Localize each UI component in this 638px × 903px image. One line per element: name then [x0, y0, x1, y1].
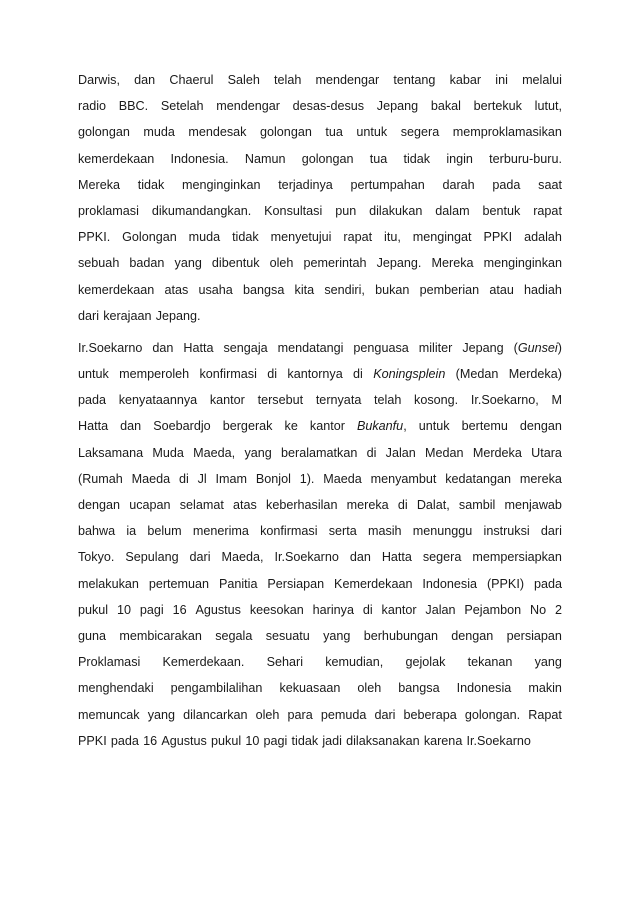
word: oleh: [255, 707, 280, 722]
word: bergerak: [222, 419, 273, 434]
word: itu,: [384, 230, 401, 245]
word: memproklamasikan: [452, 125, 562, 140]
word: bertekuk: [473, 99, 522, 114]
word: kemerdekaan: [78, 282, 155, 297]
word: pemberian: [419, 282, 480, 297]
word: instruksi: [483, 524, 530, 539]
word: (Rumah: [78, 471, 123, 486]
word: (Medan: [455, 367, 499, 382]
text-line: [78, 250, 562, 276]
word: yang: [147, 707, 175, 722]
word: Ir.Soekarno: [78, 340, 143, 355]
word: Indonesia: [456, 681, 512, 696]
word: pada: [78, 393, 107, 408]
word: konfirmasi: [199, 367, 257, 382]
document-page: [78, 67, 562, 754]
document-body: [78, 67, 562, 754]
word: Agustus: [195, 602, 241, 617]
text-line: [78, 702, 562, 728]
word: mendatangi: [277, 340, 344, 355]
word: bangsa: [398, 681, 440, 696]
word: serta: [328, 524, 357, 539]
word: yang: [323, 628, 351, 643]
word: Agustus: [161, 733, 207, 748]
word: Jepang.: [376, 256, 422, 271]
word: 10: [245, 733, 260, 748]
word: rapat: [533, 203, 562, 218]
word: menginginkan: [483, 256, 562, 271]
word: Rapat: [528, 707, 562, 722]
word: Indonesia.: [170, 151, 229, 166]
word: segala: [215, 628, 253, 643]
text-line: [78, 277, 562, 303]
word: kantor: [209, 393, 245, 408]
word: pukul: [78, 602, 109, 617]
word: bukan: [375, 282, 410, 297]
word: militer: [418, 340, 453, 355]
text-line: [78, 544, 562, 570]
word: pertemuan: [148, 576, 210, 591]
word: M: [551, 393, 562, 408]
word: Golongan: [122, 230, 177, 245]
word: ini: [495, 73, 508, 87]
word: mendengar: [315, 73, 380, 87]
text-line: [78, 119, 562, 145]
word: sambil: [458, 498, 496, 512]
word: kekuasaan: [279, 681, 341, 696]
word: pemuda: [320, 707, 367, 722]
word: Hatta: [78, 419, 109, 434]
word: pagi: [139, 602, 164, 617]
word: karena: [423, 733, 463, 748]
word: selamat: [179, 498, 224, 512]
word: Soebardjo: [153, 419, 211, 434]
word: golongan: [78, 125, 130, 140]
text-line: [78, 440, 562, 466]
word: dari: [78, 308, 99, 323]
word: tidak: [137, 177, 165, 192]
word: Bukanfu,: [356, 419, 407, 434]
word: menerima: [192, 524, 249, 539]
word: terburu-buru.: [489, 151, 562, 166]
word: oleh: [357, 681, 382, 696]
word: yang: [244, 445, 272, 460]
text-line: [78, 466, 562, 492]
word: sesuatu: [265, 628, 310, 643]
word: PPKI.: [78, 230, 111, 245]
text-line: [78, 571, 562, 597]
word: (PPKI): [486, 576, 525, 591]
text-line: [78, 303, 562, 329]
word: tentang: [393, 73, 436, 87]
word: golongan: [301, 151, 354, 166]
word: pengambilalihan: [170, 681, 263, 696]
word: dengan: [519, 419, 562, 434]
word: Ir.Soekarno,: [470, 393, 539, 408]
word: atau: [489, 282, 514, 297]
word: PPKI: [78, 733, 107, 748]
word: makin: [528, 681, 562, 696]
word: atas: [233, 498, 257, 512]
word: Setelah: [160, 99, 204, 114]
text-line: [78, 93, 562, 119]
word: pertumpahan: [350, 177, 425, 192]
word: bentuk: [482, 203, 521, 218]
word: Saleh: [227, 73, 260, 87]
word: Jepang: [376, 99, 419, 114]
word: kabar: [449, 73, 482, 87]
word: muda: [143, 125, 175, 140]
word: Panitia: [218, 576, 258, 591]
word: Kemerdekaan: [334, 576, 413, 591]
word: dikumandangkan.: [151, 203, 252, 218]
word: gejolak: [405, 655, 446, 670]
word: memuncak: [78, 707, 140, 722]
word: Jl: [197, 471, 207, 486]
word: kerajaan: [103, 308, 152, 323]
word: Persiapan: [267, 576, 325, 591]
word: mengingat: [412, 230, 472, 245]
word: Jalan: [385, 445, 416, 460]
word: atas: [164, 282, 189, 297]
word: dilakukan: [369, 203, 423, 218]
word: masih: [367, 524, 402, 539]
word: dibentuk: [211, 256, 260, 271]
text-line: [78, 675, 562, 701]
word: menyetujui: [270, 230, 332, 245]
word: Merdeka): [508, 367, 562, 382]
word: para: [287, 707, 313, 722]
word: ternyata: [315, 393, 362, 408]
word: persiapan: [506, 628, 562, 643]
word: guna: [78, 628, 107, 643]
word: Maeda,: [221, 550, 264, 565]
word: menunggu: [412, 524, 473, 539]
word: di: [366, 445, 377, 460]
word: kemudian,: [325, 655, 384, 670]
word: ke: [284, 419, 298, 434]
word: keberhasilan: [266, 498, 338, 512]
word: pada: [110, 733, 139, 748]
word: konfirmasi: [260, 524, 318, 539]
word: Bonjol: [255, 471, 291, 486]
word: hadiah: [524, 282, 562, 297]
word: kantornya: [287, 367, 343, 382]
word: beberapa: [403, 707, 457, 722]
word: BBC.: [118, 99, 149, 114]
word: menyambut: [370, 471, 437, 486]
text-line: [78, 146, 562, 172]
word: dilancarkan: [183, 707, 248, 722]
word: Utara: [531, 445, 562, 460]
word: Konsultasi: [264, 203, 323, 218]
word: dari: [189, 550, 211, 565]
word: golongan: [260, 125, 312, 140]
word: Laksamana: [78, 445, 144, 460]
word: dari: [374, 707, 396, 722]
word: Hatta: [183, 340, 214, 355]
word: Namun: [244, 151, 286, 166]
word: di: [267, 367, 278, 382]
text-line: [78, 335, 562, 361]
text-line: [78, 198, 562, 224]
word: Jepang: [462, 340, 504, 355]
word: Pejambon: [464, 602, 522, 617]
word: ucapan: [129, 498, 171, 512]
word: badan: [129, 256, 165, 271]
word: kedatangan: [445, 471, 512, 486]
word: berhubungan: [363, 628, 438, 643]
word: pemerintah: [303, 256, 367, 271]
word: menghendaki: [78, 681, 154, 696]
word: di: [353, 367, 363, 382]
word: penguasa: [353, 340, 409, 355]
word: sebuah: [78, 256, 120, 271]
word: Darwis,: [78, 73, 120, 87]
word: kenyataannya: [118, 393, 198, 408]
text-line: [78, 172, 562, 198]
word: kemerdekaan: [78, 151, 155, 166]
word: pada: [492, 177, 521, 192]
word: menjawab: [504, 498, 562, 512]
word: sengaja: [223, 340, 268, 355]
word: dalam: [435, 203, 470, 218]
word: (Gunsei): [513, 340, 562, 355]
word: 10: [116, 602, 131, 617]
word: dengan: [451, 628, 494, 643]
word: Jepang.: [155, 308, 201, 323]
word: usaha: [198, 282, 233, 297]
word: kantor: [309, 419, 345, 434]
word: Jalan: [425, 602, 456, 617]
word: tekanan: [467, 655, 513, 670]
word: mendengar: [216, 99, 280, 114]
word: Kemerdekaan.: [162, 655, 245, 670]
word: Merdeka: [472, 445, 522, 460]
word: Dalat,: [416, 498, 450, 512]
word: tidak: [403, 151, 431, 166]
word: saat: [538, 177, 562, 192]
word: segera: [422, 550, 462, 565]
word: belum: [147, 524, 182, 539]
word: Indonesia: [422, 576, 478, 591]
word: pagi: [263, 733, 288, 748]
word: tidak: [232, 230, 259, 245]
word: Koningsplein: [373, 367, 446, 382]
paragraph: [78, 335, 562, 754]
word: telah: [274, 73, 302, 87]
word: melakukan: [78, 576, 139, 591]
word: Muda: [152, 445, 184, 460]
word: darah: [442, 177, 475, 192]
word: tua: [325, 125, 343, 140]
word: tua: [369, 151, 388, 166]
word: membicarakan: [119, 628, 202, 643]
word: mereka: [346, 498, 389, 512]
word: keesokan: [249, 602, 304, 617]
word: Mereka: [431, 256, 474, 271]
word: dan: [152, 340, 174, 355]
word: di: [178, 471, 189, 486]
word: kantor: [381, 602, 417, 617]
word: mempersiapkan: [472, 550, 562, 565]
word: PPKI: [483, 230, 513, 245]
word: untuk: [78, 367, 109, 382]
word: bangsa: [243, 282, 285, 297]
word: Sehari: [266, 655, 303, 670]
word: dilaksanakan: [346, 733, 420, 748]
word: golongan.: [464, 707, 521, 722]
text-line: [78, 518, 562, 544]
word: sendiri,: [324, 282, 365, 297]
text-line: [78, 224, 562, 250]
word: Maeda: [323, 471, 362, 486]
word: tidak: [291, 733, 319, 748]
word: mereka: [519, 471, 562, 486]
text-line: [78, 623, 562, 649]
word: pada: [533, 576, 562, 591]
text-line: [78, 728, 562, 754]
word: adalah: [524, 230, 562, 245]
word: 16: [172, 602, 187, 617]
word: lutut,: [534, 99, 562, 114]
text-line: [78, 413, 562, 439]
word: yang: [534, 655, 562, 670]
word: 16: [143, 733, 158, 748]
word: dan: [349, 550, 371, 565]
word: untuk: [418, 419, 450, 434]
word: dari: [540, 524, 562, 539]
text-line: [78, 492, 562, 518]
word: Imam: [215, 471, 248, 486]
word: pukul: [211, 733, 242, 748]
word: bahwa: [78, 524, 116, 539]
paragraph: [78, 67, 562, 329]
word: dan: [120, 419, 142, 434]
word: Chaerul: [169, 73, 214, 87]
word: Mereka: [78, 177, 120, 192]
word: muda: [188, 230, 221, 245]
word: 1).: [299, 471, 315, 486]
word: tersebut: [257, 393, 304, 408]
word: radio: [78, 99, 107, 114]
word: mendesak: [188, 125, 247, 140]
word: Maeda,: [193, 445, 236, 460]
word: pun: [335, 203, 357, 218]
word: terjadinya: [278, 177, 333, 192]
text-line: [78, 649, 562, 675]
word: proklamasi: [78, 203, 139, 218]
word: bertemu: [461, 419, 508, 434]
word: telah: [374, 393, 402, 408]
word: Tokyo.: [78, 550, 115, 565]
word: Proklamasi: [78, 655, 141, 670]
text-line: [78, 361, 562, 387]
word: No: [529, 602, 547, 617]
text-line: [78, 67, 562, 93]
word: beralamatkan: [281, 445, 358, 460]
word: Medan: [425, 445, 464, 460]
word: harinya: [312, 602, 354, 617]
word: di: [397, 498, 408, 512]
word: di: [362, 602, 373, 617]
word: Maeda: [131, 471, 171, 486]
text-line: [78, 387, 562, 413]
word: memperoleh: [119, 367, 190, 382]
word: dan: [134, 73, 156, 87]
word: rapat: [343, 230, 373, 245]
word: jadi: [322, 733, 342, 748]
word: 2: [554, 602, 562, 617]
word: kosong.: [414, 393, 459, 408]
word: oleh: [269, 256, 294, 271]
word: kita: [294, 282, 315, 297]
word: dengan: [78, 498, 121, 512]
word: yang: [174, 256, 202, 271]
word: segera: [400, 125, 440, 140]
word: Ir.Soekarno: [274, 550, 339, 565]
word: untuk: [356, 125, 388, 140]
text-line: [78, 597, 562, 623]
word: ingin: [446, 151, 473, 166]
word: desas-desus: [292, 99, 365, 114]
word: Sepulang: [125, 550, 179, 565]
word: bakal: [430, 99, 461, 114]
word: menginginkan: [182, 177, 261, 192]
word: Ir.Soekarno: [466, 733, 531, 748]
word: Hatta: [381, 550, 412, 565]
word: melalui: [522, 73, 562, 87]
word: ia: [126, 524, 137, 539]
